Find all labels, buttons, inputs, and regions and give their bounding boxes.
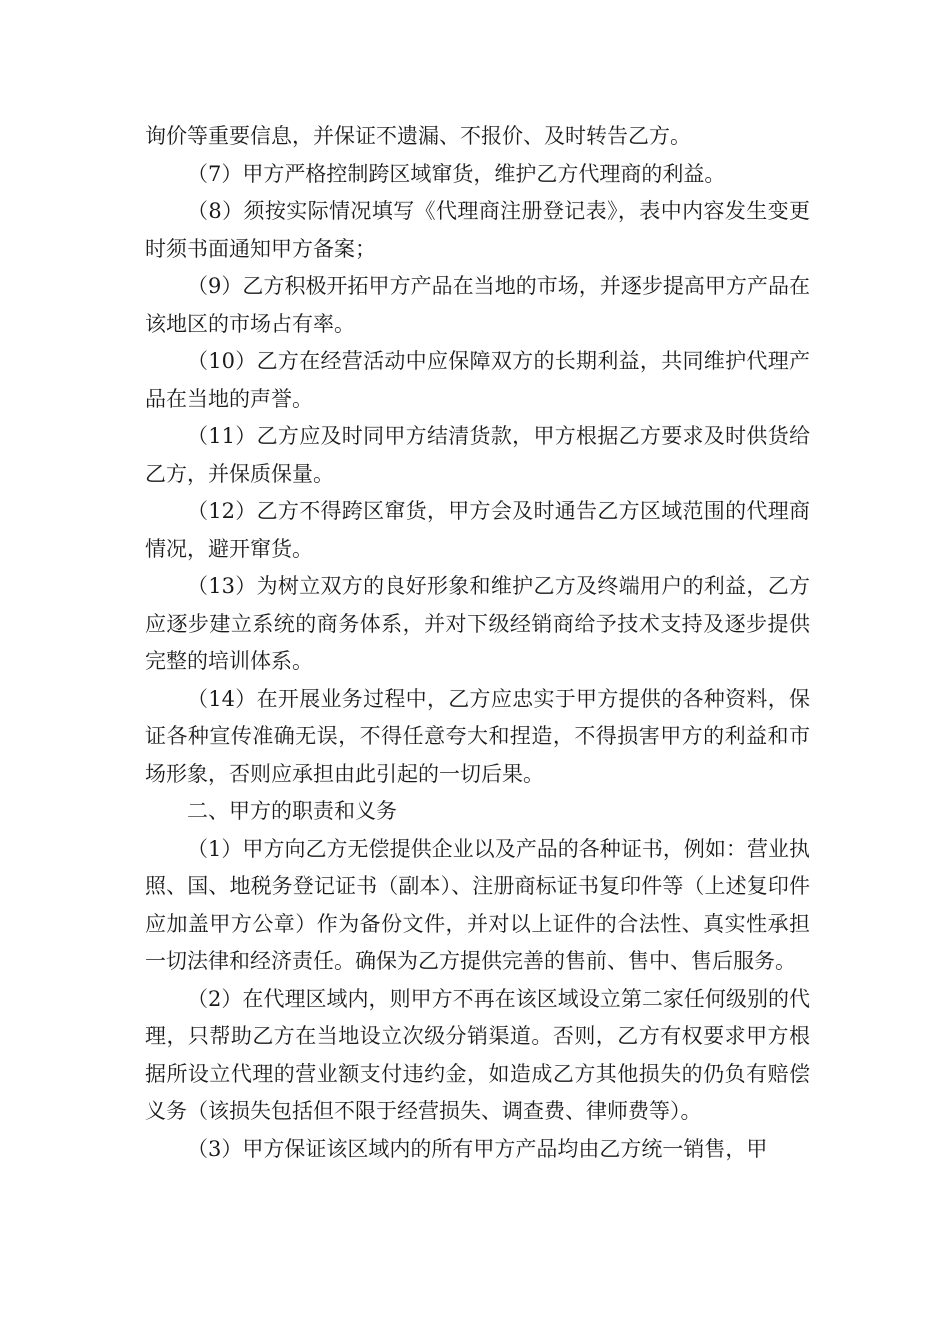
paragraph-item-10: （10）乙方在经营活动中应保障双方的长期利益，共同维护代理产品在当地的声誉。: [145, 349, 810, 411]
paragraph-party-a-2: （2）在代理区域内，则甲方不再在该区域设立第二家任何级别的代理，只帮助乙方在当地设立次级分销渠道。否则，乙方有权要求甲方根据所设立代理的营业额支付违约金，如造成乙方其他损失的仍负有赔偿义务（该损失包括但不限于经营损失、调查费、律师费等）。: [145, 986, 810, 1123]
document-page: [145, 118, 810, 1168]
paragraph-item-8: （8）须按实际情况填写《代理商注册登记表》，表中内容发生变更时须书面通知甲方备案；: [145, 199, 810, 261]
paragraph-continuation: 询价等重要信息，并保证不遗漏、不报价、及时转告乙方。: [145, 124, 691, 148]
section-heading: 二、甲方的职责和义务: [187, 799, 397, 823]
paragraph-party-a-3: （3）甲方保证该区域内的所有甲方产品均由乙方统一销售，甲: [187, 1136, 768, 1161]
paragraph-item-9: （9）乙方积极开拓甲方产品在当地的市场，并逐步提高甲方产品在该地区的市场占有率。: [145, 274, 810, 336]
paragraph-party-a-1: （1）甲方向乙方无偿提供企业以及产品的各种证书，例如：营业执照、国、地税务登记证书（副本）、注册商标证书复印件等（上述复印件应加盖甲方公章）作为备份文件，并对以上证件的合法性、真实性承担一切法律和经济责任。确保为乙方提供完善的售前、售中、售后服务。: [145, 836, 810, 973]
paragraph-item-11: （11）乙方应及时同甲方结清货款，甲方根据乙方要求及时供货给乙方，并保质保量。: [145, 424, 810, 486]
paragraph-item-14: （14）在开展业务过程中，乙方应忠实于甲方提供的各种资料，保证各种宣传准确无误，不得任意夸大和捏造，不得损害甲方的利益和市场形象，否则应承担由此引起的一切后果。: [145, 686, 810, 786]
paragraph-item-7: （7）甲方严格控制跨区域窜货，维护乙方代理商的利益。: [187, 161, 726, 186]
paragraph-item-12: （12）乙方不得跨区窜货，甲方会及时通告乙方区域范围的代理商情况，避开窜货。: [145, 499, 810, 561]
paragraph-item-13: （13）为树立双方的良好形象和维护乙方及终端用户的利益，乙方应逐步建立系统的商务体系，并对下级经销商给予技术支持及逐步提供完整的培训体系。: [145, 574, 810, 673]
